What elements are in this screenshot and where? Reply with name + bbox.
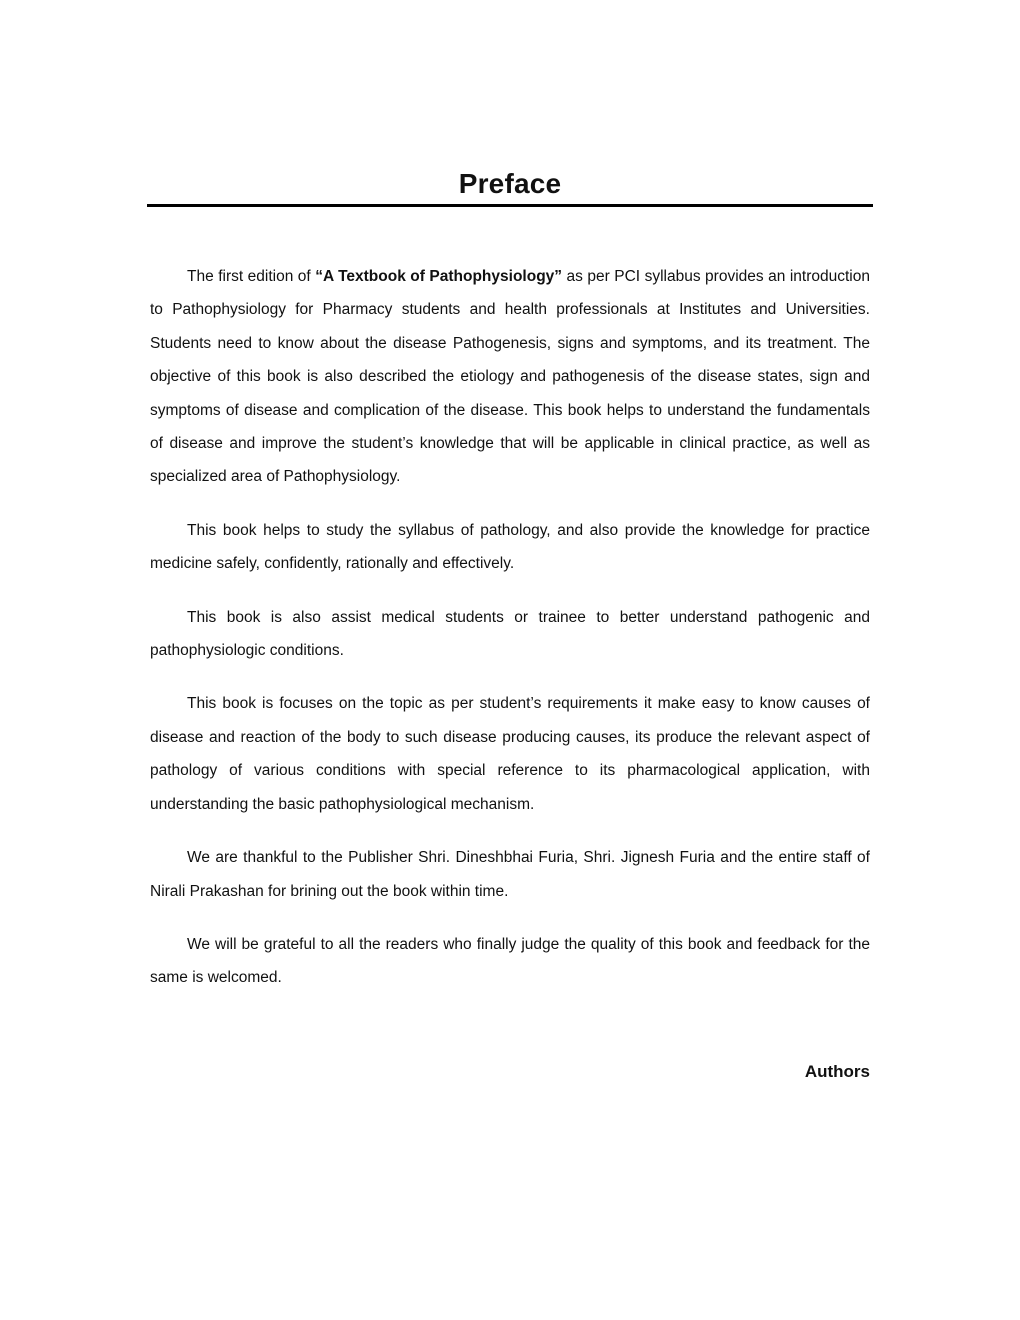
page-title: Preface xyxy=(458,168,562,199)
paragraph-thanks: We are thankful to the Publisher Shri. Dineshbhai Furia, Shri. Jignesh Furia and the entire staff of Nirali Prakashan for brining out the book within time. xyxy=(150,849,870,900)
paragraph-focus: This book is focuses on the topic as per student’s requirements it make easy to know causes of disease and reaction of the body to such disease producing causes, its produce the relevant aspect of pathology of various conditions with special reference to its pharmacological application, with understanding the basic pathophysiological mechanism. xyxy=(150,695,870,813)
paragraph-intro-lead: The first edition of xyxy=(187,268,316,285)
paragraph-intro-rest: as per PCI syllabus provides an introduction to Pathophysiology for Pharmacy students and health professionals at Institutes and Universities. Students need to know about the disease Pathogenesis, signs and symptoms, and its treatment. The objective of this book is also described the etiology and pathogenesis of the disease states, sign and symptoms of disease and complication of the disease. This book helps to understand the fundamentals of disease and improve the student’s knowledge that will be applicable in clinical practice, as well as specialized area of Pathophysiology. xyxy=(150,268,870,486)
book-title-emphasis: “A Textbook of Pathophysiology” xyxy=(315,268,563,285)
paragraph-syllabus: This book helps to study the syllabus of pathology, and also provide the knowledge for practice medicine safely, confidently, rationally and effectively. xyxy=(150,521,870,573)
paragraph-feedback: We will be grateful to all the readers who finally judge the quality of this book and feedback for the same is welcomed. xyxy=(150,935,870,987)
paragraph-intro xyxy=(150,260,870,494)
authors-signature: Authors xyxy=(804,1062,870,1081)
preface-body xyxy=(150,260,870,995)
paragraph-medical-students: This book is also assist medical students or trainee to better understand pathogenic and pathophysiologic conditions. xyxy=(150,608,870,660)
title-underline xyxy=(147,204,873,207)
